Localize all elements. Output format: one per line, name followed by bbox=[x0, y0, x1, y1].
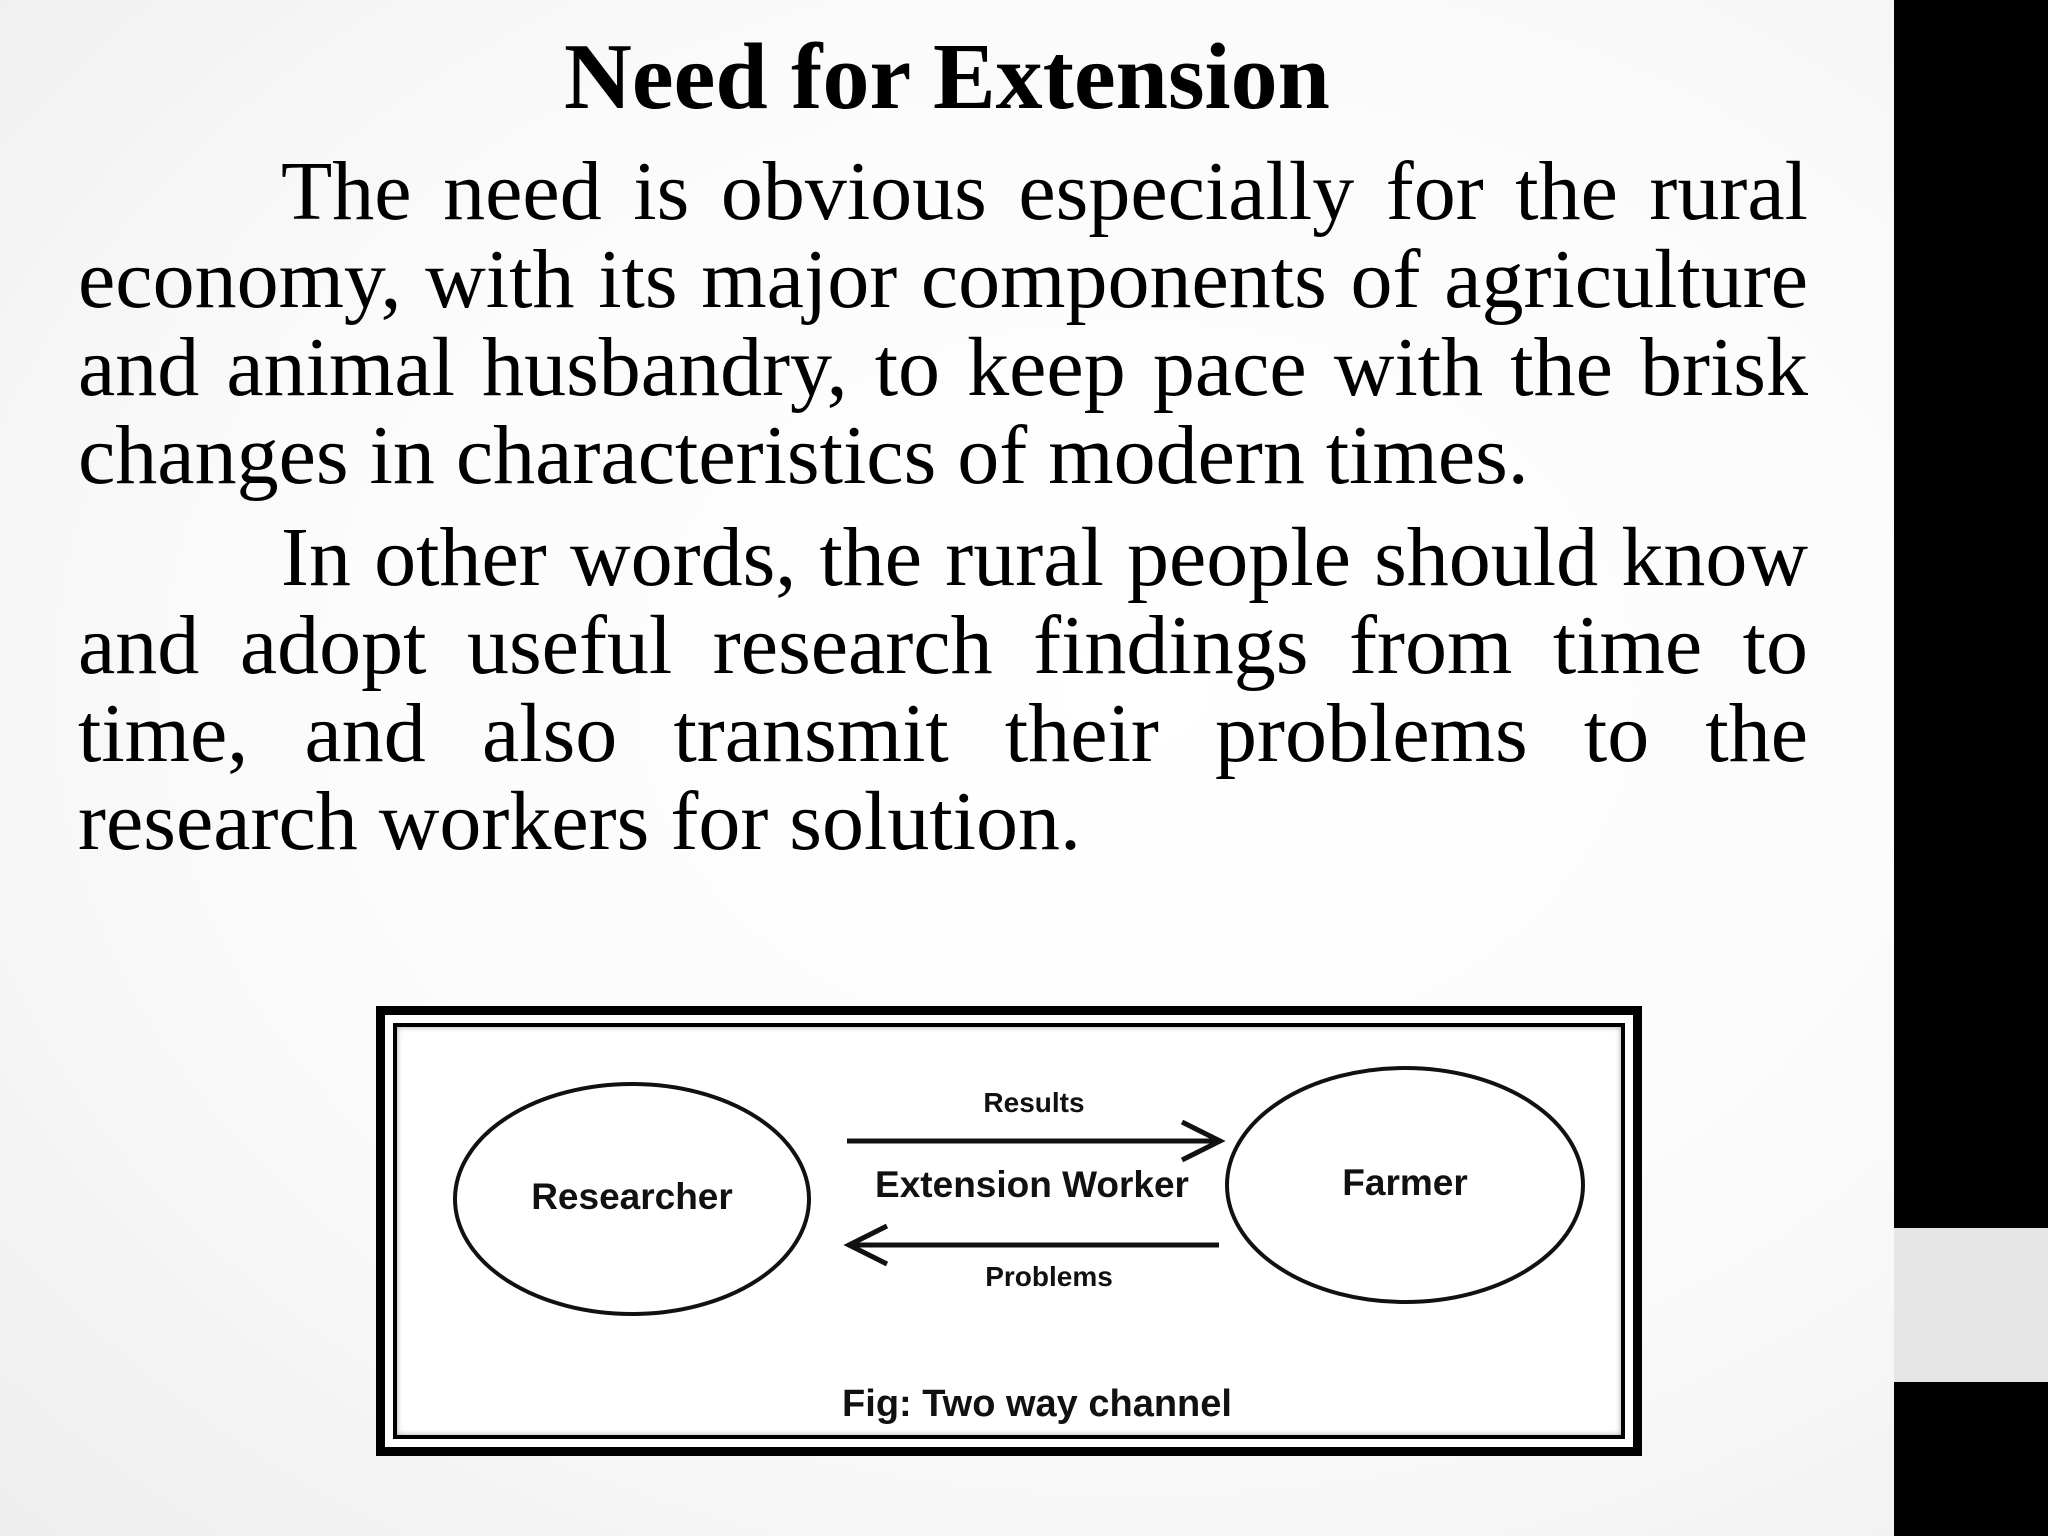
slide-body bbox=[78, 145, 1808, 880]
slide-title: Need for Extension bbox=[564, 25, 1330, 129]
two-way-channel-diagram bbox=[385, 1015, 1633, 1447]
figure-caption: Fig: Two way channel bbox=[842, 1383, 1232, 1425]
problems-label: Problems bbox=[985, 1261, 1113, 1292]
farmer-label: Farmer bbox=[1342, 1162, 1468, 1203]
side-band-light bbox=[1894, 1228, 2048, 1382]
results-label: Results bbox=[983, 1087, 1085, 1118]
extension-worker-label: Extension Worker bbox=[875, 1164, 1189, 1205]
researcher-label: Researcher bbox=[531, 1176, 733, 1217]
two-way-channel-figure bbox=[376, 1006, 1642, 1456]
paragraph-1: The need is obvious especially for the rural economy, with its major components of agriculture and animal husbandry, to keep pace with the brisk changes in characteristics of modern times. bbox=[78, 145, 1808, 502]
paragraph-2: In other words, the rural people should know and adopt useful research findings from time to time, and also transmit their problems to the research workers for solution. bbox=[78, 511, 1808, 868]
